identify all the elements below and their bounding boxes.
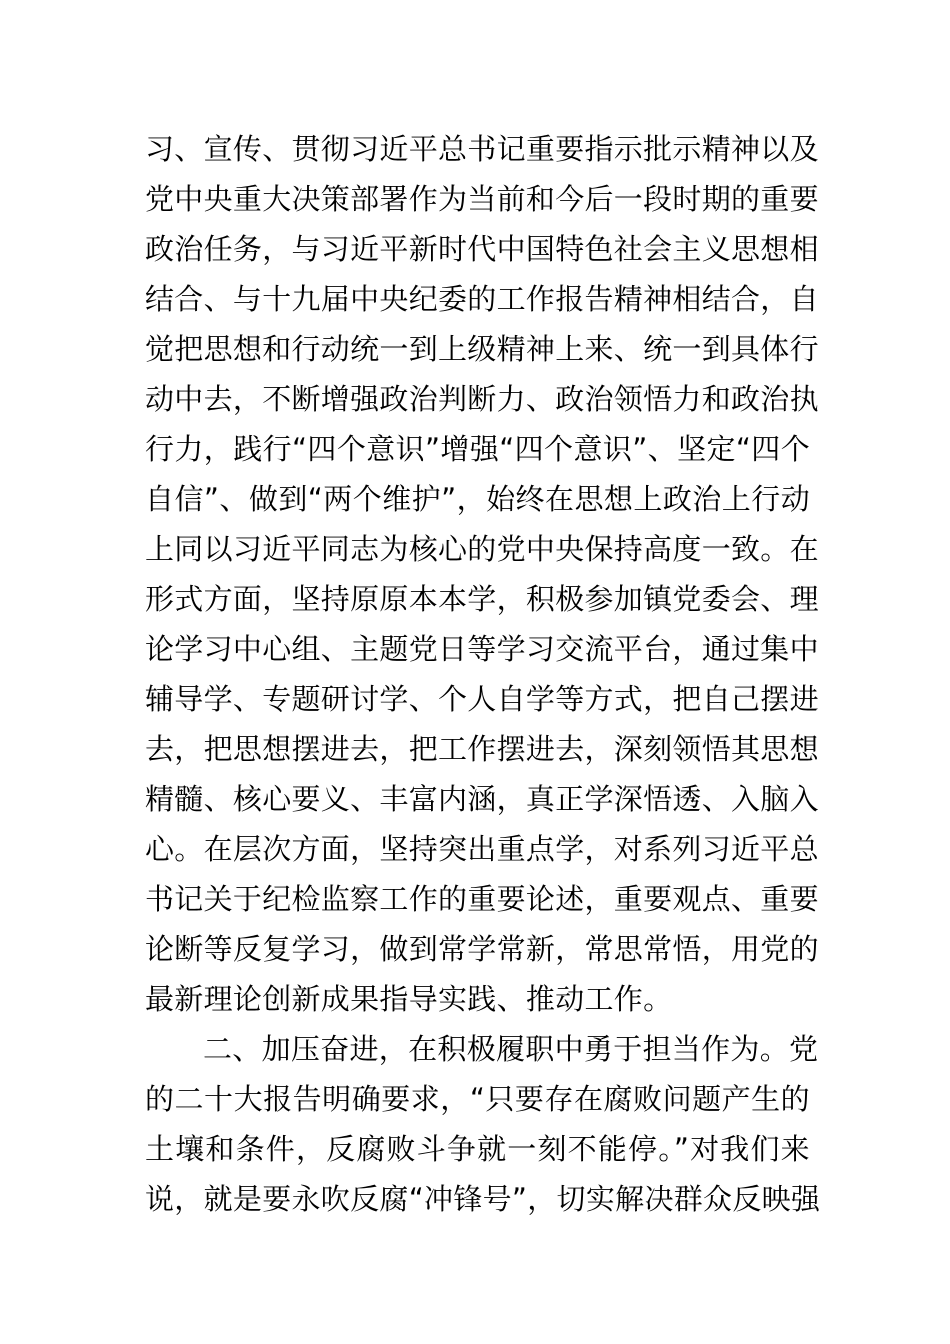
text-line: 去，把思想摆进去，把工作摆进去，深刻领悟其思想 — [145, 732, 819, 766]
text-line: 动中去，不断增强政治判断力、政治领悟力和政治执 — [145, 382, 819, 416]
text-line: 论学习中心组、主题党日等学习交流平台，通过集中 — [145, 632, 819, 666]
text-line: 说，就是要永吹反腐“冲锋号”，切实解决群众反映强 — [145, 1182, 821, 1216]
paragraph-end-line: 最新理论创新成果指导实践、推动工作。 — [145, 982, 673, 1016]
text-line: 心。在层次方面，坚持突出重点学，对系列习近平总 — [145, 832, 819, 866]
text-line: 习、宣传、贯彻习近平总书记重要指示批示精神以及 — [145, 132, 819, 166]
text-line: 土壤和条件，反腐败斗争就一刻不能停。”对我们来 — [145, 1132, 810, 1166]
text-line: 政治任务，与习近平新时代中国特色社会主义思想相 — [145, 232, 819, 266]
text-line: 行力，践行“四个意识”增强“四个意识”、坚定“四个 — [145, 432, 810, 466]
text-line: 形式方面，坚持原原本本学，积极参加镇党委会、理 — [145, 582, 819, 616]
text-line: 结合、与十九届中央纪委的工作报告精神相结合，自 — [145, 282, 819, 316]
text-line: 论断等反复学习，做到常学常新，常思常悟，用党的 — [145, 932, 819, 966]
text-line: 自信”、做到“两个维护”，始终在思想上政治上行动 — [145, 482, 810, 516]
text-line: 觉把思想和行动统一到上级精神上来、统一到具体行 — [145, 332, 819, 366]
text-line: 上同以习近平同志为核心的党中央保持高度一致。在 — [145, 532, 819, 566]
text-line: 辅导学、专题研讨学、个人自学等方式，把自己摆进 — [145, 682, 819, 716]
document-body-text — [145, 124, 821, 1224]
section-heading-line: 二、加压奋进，在积极履职中勇于担当作为。党 — [203, 1032, 819, 1066]
text-line: 党中央重大决策部署作为当前和今后一段时期的重要 — [145, 182, 819, 216]
text-line: 书记关于纪检监察工作的重要论述，重要观点、重要 — [145, 882, 819, 916]
text-line: 的二十大报告明确要求，“只要存在腐败问题产生的 — [145, 1082, 810, 1116]
text-line: 精髓、核心要义、丰富内涵，真正学深悟透、入脑入 — [145, 782, 819, 816]
